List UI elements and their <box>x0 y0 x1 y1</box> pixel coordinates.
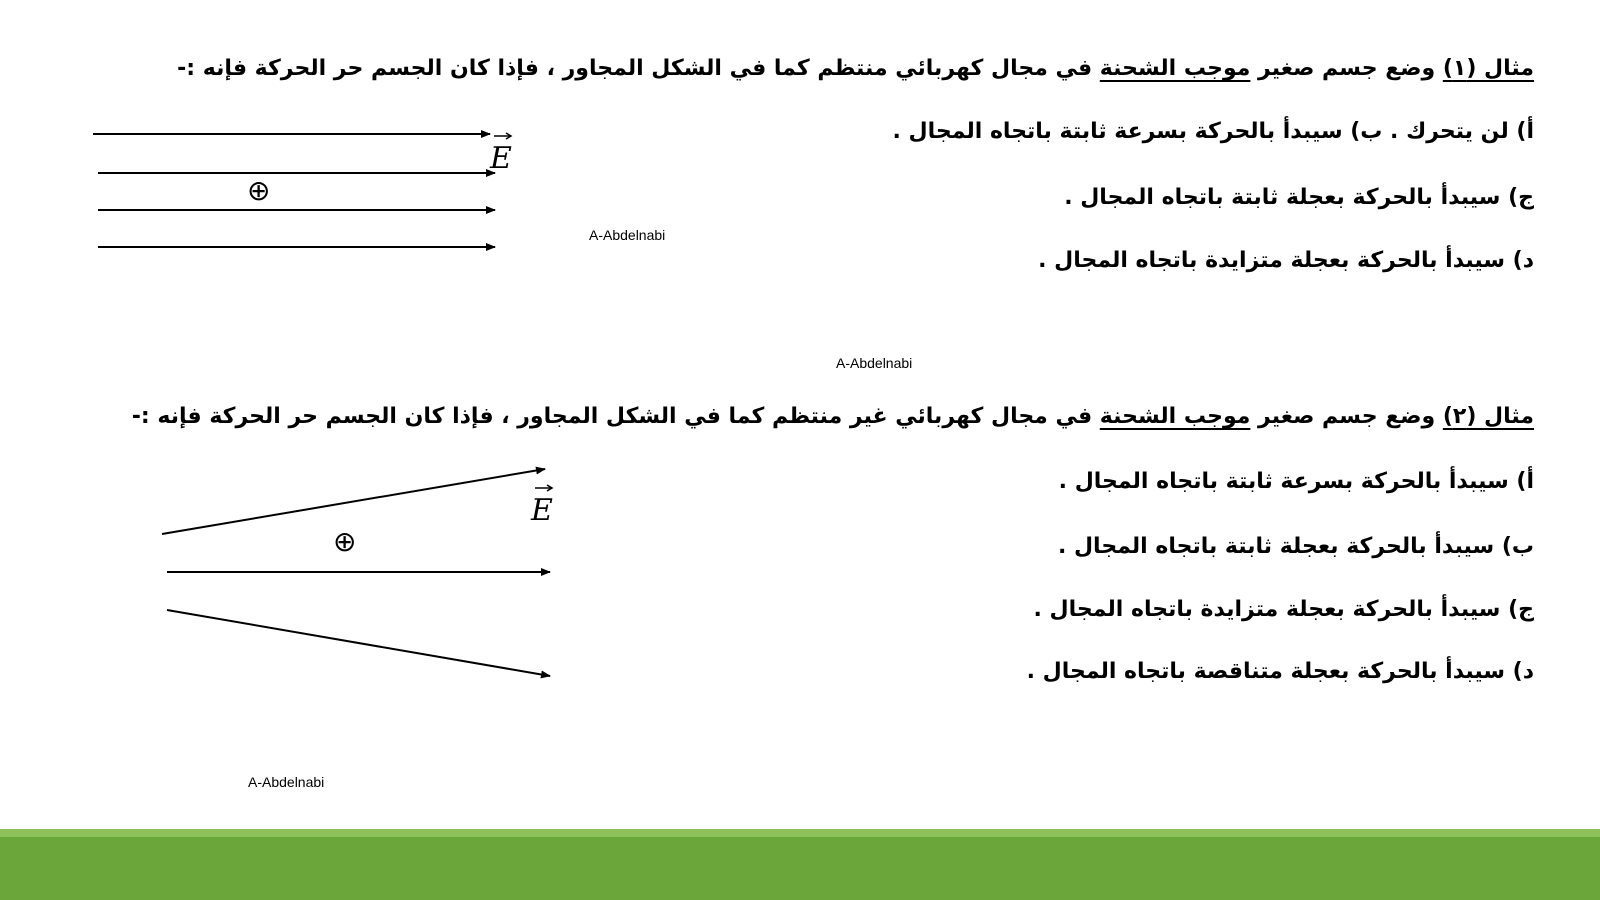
example2-highlight: موجب الشحنة <box>1099 404 1251 429</box>
example1-text-a: وضع جسم صغير <box>1250 56 1443 81</box>
example1-option-1: أ) لن يتحرك . ب) سيبدأ بالحركة بسرعة ثابتة باتجاه المجال . <box>892 119 1534 144</box>
example1-text-b: في مجال كهربائي منتظم كما في الشكل المجاور ، فإذا كان الجسم حر الحركة فإنه :- <box>177 56 1100 81</box>
example2-title: مثال (٢) <box>1442 404 1534 429</box>
example2-text-a: وضع جسم صغير <box>1250 404 1443 429</box>
field-symbol-2: E <box>531 493 553 528</box>
example2-option-3: ج) سيبدأ بالحركة بعجلة متزايدة باتجاه المجال . <box>1033 597 1534 622</box>
example1-title: مثال (١) <box>1442 56 1534 81</box>
footer-accent-strip <box>0 829 1600 837</box>
example2-option-4: د) سيبدأ بالحركة بعجلة متناقصة باتجاه المجال . <box>1026 659 1534 684</box>
field-symbol-1: E <box>490 141 512 176</box>
example1-option-3: د) سيبدأ بالحركة بعجلة متزايدة باتجاه المجال . <box>1038 248 1534 273</box>
example2-option-1: أ) سيبدأ بالحركة بسرعة ثابتة باتجاه المجال . <box>1058 469 1534 494</box>
field-line-7 <box>167 610 550 676</box>
example1-option-2: ج) سيبدأ بالحركة بعجلة ثابتة باتجاه المجال . <box>1064 185 1534 210</box>
field-vector-arrow-icon <box>535 485 552 491</box>
example2-option-2: ب) سيبدأ بالحركة بعجلة ثابتة باتجاه المجال . <box>1057 534 1534 559</box>
example1-highlight: موجب الشحنة <box>1099 56 1251 81</box>
footer-band <box>0 837 1600 900</box>
positive-charge-icon-1: ⊕ <box>247 174 271 207</box>
nonuniform-field-diagram <box>162 469 553 676</box>
credit-label-1: A-Abdelnabi <box>589 227 666 243</box>
field-vector-arrow-icon <box>494 133 511 139</box>
credit-label-3: A-Abdelnabi <box>248 774 325 790</box>
positive-charge-icon-2: ⊕ <box>333 525 357 558</box>
uniform-field-diagram <box>93 133 512 247</box>
credit-label-2: A-Abdelnabi <box>836 355 913 371</box>
example2-text-b: في مجال كهربائي غير منتظم كما في الشكل المجاور ، فإذا كان الجسم حر الحركة فإنه :- <box>131 404 1100 429</box>
